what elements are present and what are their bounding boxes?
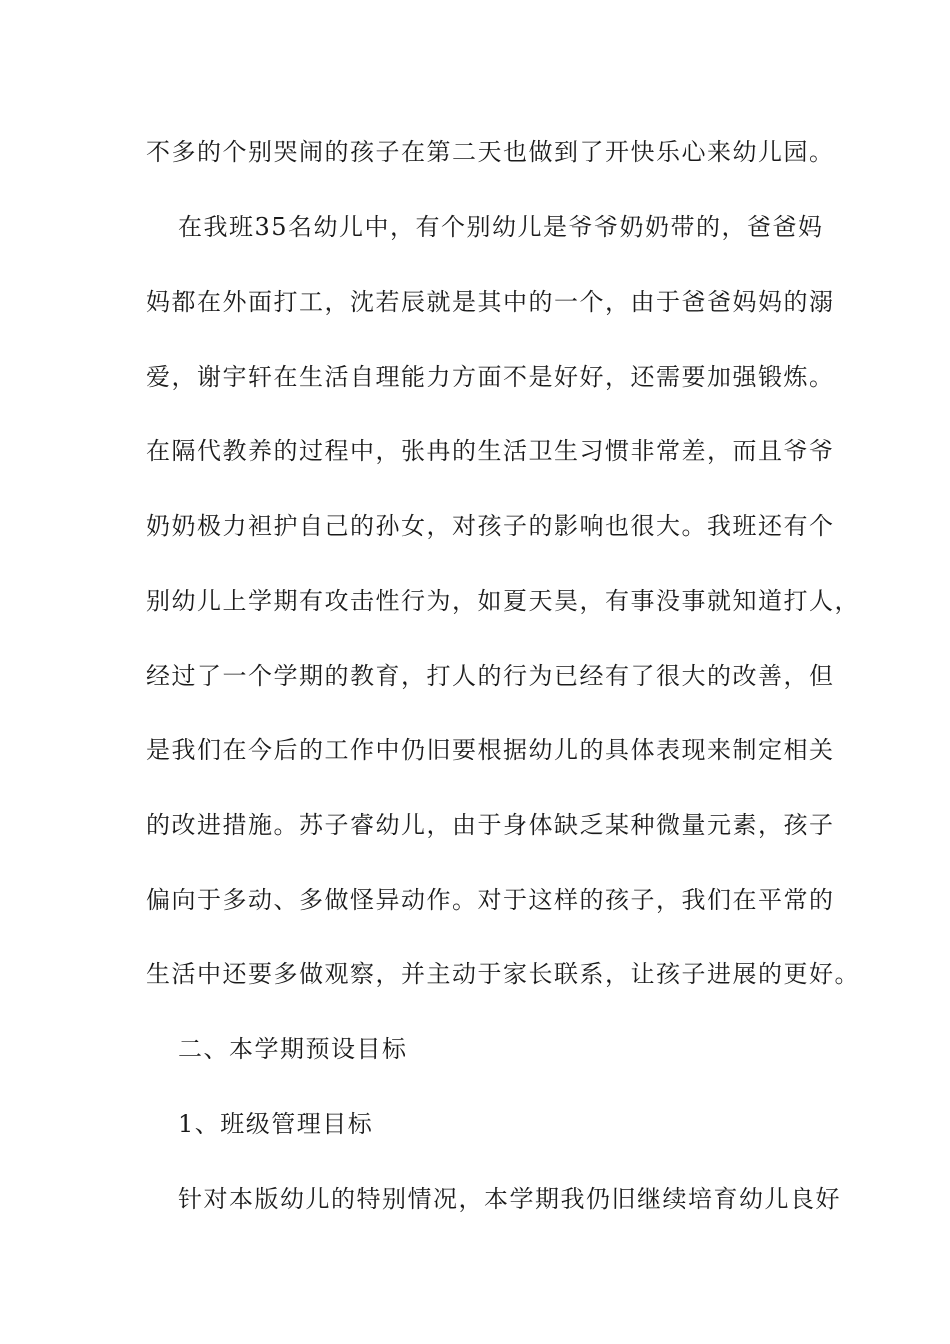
- subsection-heading: 1、班级管理目标: [178, 1110, 374, 1138]
- text-line-10: 的改进措施。苏子睿幼儿，由于身体缺乏某种微量元素，孩子: [146, 811, 835, 839]
- text-line-12: 生活中还要多做观察，并主动于家长联系，让孩子进展的更好。: [146, 960, 860, 988]
- text-line-1: 不多的个别哭闹的孩子在第二天也做到了开快乐心来幼儿园。: [146, 138, 835, 166]
- text-line-15: 针对本版幼儿的特别情况，本学期我仍旧继续培育幼儿良好: [178, 1185, 841, 1213]
- paragraph-start-line: 在我班35名幼儿中，有个别幼儿是爷爷奶奶带的，爸爸妈: [178, 213, 824, 241]
- text-line-11: 偏向于多动、多做怪异动作。对于这样的孩子，我们在平常的: [146, 886, 835, 914]
- text-line-3: 妈都在外面打工，沈若辰就是其中的一个，由于爸爸妈妈的溺: [146, 288, 835, 316]
- text-line-6: 奶奶极力袒护自己的孙女，对孩子的影响也很大。我班还有个: [146, 512, 835, 540]
- text-line-4: 爱，谢宇轩在生活自理能力方面不是好好，还需要加强锻炼。: [146, 363, 835, 391]
- text-line-5: 在隔代教养的过程中，张冉的生活卫生习惯非常差，而且爷爷: [146, 437, 835, 465]
- text-line-7: 别幼儿上学期有攻击性行为，如夏天昊，有事没事就知道打人，: [146, 587, 860, 615]
- text-line-8: 经过了一个学期的教育，打人的行为已经有了很大的改善，但: [146, 662, 835, 690]
- section-heading: 二、本学期预设目标: [178, 1035, 408, 1063]
- text-line-9: 是我们在今后的工作中仍旧要根据幼儿的具体表现来制定相关: [146, 736, 835, 764]
